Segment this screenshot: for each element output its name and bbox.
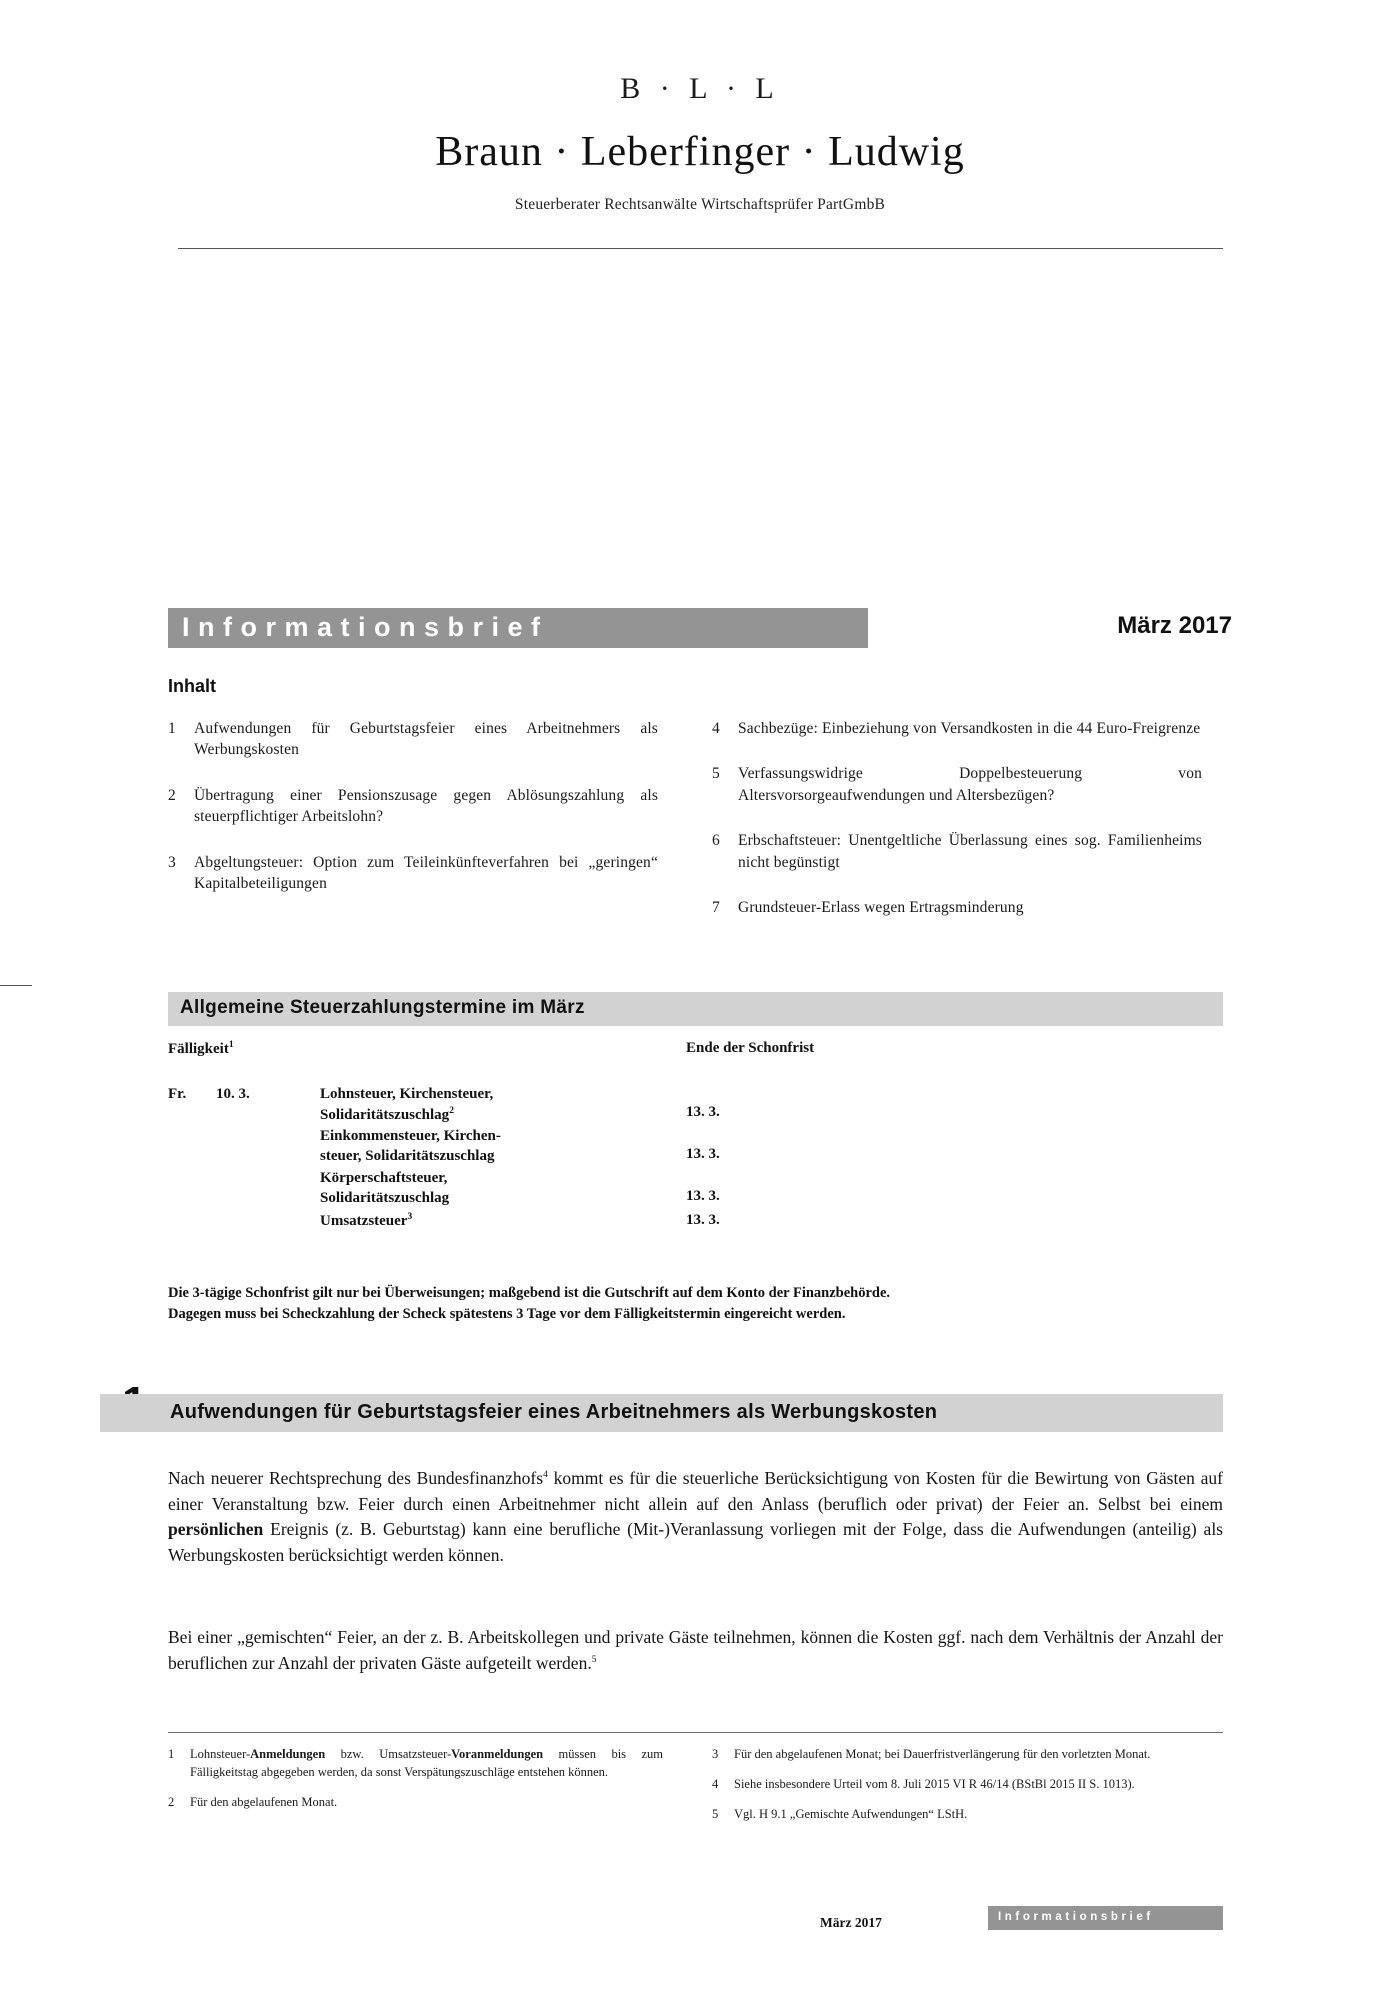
paragraph1-part-b: kommt es für die steuerliche Berücksichtigung von Kosten für die Bewirtung von Gästen auf einer Veranstaltung bzw. Feier durch einen Arbeitnehmer nicht allein auf den Anlass (beruflich oder privat) der Feier an. Selbst bei einem bbox=[168, 1468, 1224, 1514]
toc-item-label: Grundsteuer-Erlass wegen Ertragsminderung bbox=[738, 898, 1024, 916]
tax-type-line1: Einkommensteuer, Kirchen- bbox=[320, 1128, 501, 1144]
toc-item[interactable] bbox=[712, 718, 1202, 739]
table-header-faelligkeit bbox=[168, 1040, 234, 1058]
footnote-number: 3 bbox=[712, 1747, 719, 1761]
tax-type-footnote: 3 bbox=[407, 1212, 413, 1222]
tax-schonfrist-note-line1: Die 3-tägige Schonfrist gilt nur bei Überweisungen; maßgebend ist die Gutschrift auf dem Konto der Finanzbehörde. bbox=[168, 1285, 891, 1301]
article-title-bar bbox=[100, 1394, 1223, 1432]
toc-item[interactable] bbox=[168, 718, 658, 761]
toc-item[interactable] bbox=[168, 852, 658, 895]
toc-item-number: 5 bbox=[712, 765, 720, 783]
tax-type-line1: Lohnsteuer, Kirchensteuer, bbox=[320, 1086, 494, 1102]
toc-item-label: Übertragung einer Pensionszusage gegen Ablösungszahlung als steuerpflichtiger Arbeitslohn? bbox=[194, 786, 658, 826]
toc-item-label: Erbschaftsteuer: Unentgeltliche Überlassung eines sog. Familienheims nicht begünstigt bbox=[738, 832, 1202, 871]
table-header-faelligkeit-footnote: 1 bbox=[228, 1040, 234, 1050]
footnote-text-bold2: Voranmeldungen bbox=[451, 1747, 544, 1761]
footnote-divider bbox=[168, 1732, 1223, 1733]
article-paragraph-2 bbox=[168, 1625, 1223, 1694]
toc-item[interactable] bbox=[712, 830, 1202, 873]
letterhead-subtitle: Steuerberater Rechtsanwälte Wirtschaftsprüfer PartGmbB bbox=[514, 196, 886, 213]
tax-type-label bbox=[320, 1169, 449, 1209]
toc-item-number: 2 bbox=[168, 786, 176, 804]
tax-deadline: 13. 3. bbox=[686, 1146, 720, 1162]
tax-type-label bbox=[320, 1085, 493, 1126]
tax-deadline: 13. 3. bbox=[686, 1212, 720, 1228]
footnote-text-bold1: Anmeldungen bbox=[250, 1747, 326, 1761]
footnote-text: Vgl. H 9.1 „Gemischte Aufwendungen“ LStH. bbox=[734, 1806, 968, 1821]
paragraph2-footnote-ref: 5 bbox=[591, 1654, 597, 1665]
toc-item[interactable] bbox=[168, 785, 658, 828]
toc-item-label: Sachbezüge: Einbeziehung von Versandkosten in die 44 Euro-Freigrenze bbox=[738, 720, 1201, 737]
footnote-column-right bbox=[712, 1746, 1207, 1835]
toc-item-number: 7 bbox=[712, 898, 720, 916]
informationsbrief-title-bar bbox=[168, 608, 868, 648]
footnote-item bbox=[712, 1746, 1207, 1764]
toc-heading: Inhalt bbox=[168, 676, 216, 696]
tax-deadline: 13. 3. bbox=[686, 1188, 720, 1204]
letterhead-divider bbox=[178, 248, 1223, 249]
footnote-number: 1 bbox=[168, 1747, 175, 1761]
section-bar-steuerzahlungstermine bbox=[168, 992, 1223, 1026]
footnote-text: Für den abgelaufenen Monat; bei Dauerfristverlängerung für den vorletzten Monat. bbox=[734, 1747, 1151, 1761]
toc-item-number: 1 bbox=[168, 720, 176, 737]
paragraph1-footnote-ref: 4 bbox=[543, 1470, 548, 1481]
footnote-item bbox=[712, 1806, 1207, 1824]
footer-date: März 2017 bbox=[820, 1915, 882, 1930]
tax-schonfrist-note bbox=[168, 1283, 1228, 1325]
paragraph1-part-a: Nach neuerer Rechtsprechung des Bundesfinanzhofs bbox=[168, 1468, 544, 1488]
toc-item-number: 4 bbox=[712, 720, 720, 737]
footnote-item bbox=[168, 1794, 663, 1812]
toc-item[interactable] bbox=[712, 897, 1202, 918]
tax-deadline: 13. 3. bbox=[686, 1104, 720, 1120]
article-paragraph-1 bbox=[168, 1466, 1223, 1587]
tax-type-line1 bbox=[320, 1211, 412, 1232]
tax-type-label bbox=[320, 1211, 412, 1232]
margin-tick bbox=[0, 985, 32, 986]
tax-type-line2-text: Solidaritätszuschlag bbox=[320, 1106, 450, 1123]
footnote-column-left bbox=[168, 1746, 663, 1823]
tax-dates-table bbox=[168, 1085, 1223, 1253]
footer-brand-label: Informationsbrief bbox=[998, 1911, 1154, 1923]
issue-date: März 2017 bbox=[1117, 612, 1232, 639]
toc-item-label: Verfassungswidrige Doppelbesteuerung von Altersvorsorgeaufwendungen und Altersbezügen? bbox=[738, 765, 1202, 804]
tax-type-line2: steuer, Solidaritätszuschlag bbox=[320, 1147, 495, 1164]
footnote-text-d: müssen bis zum Fälligkeitstag abgegeben werden, da sonst Verspätungszuschläge entstehen können. bbox=[190, 1747, 663, 1779]
footnote-text bbox=[190, 1746, 663, 1782]
toc-column-right bbox=[712, 718, 1202, 942]
paragraph1-emphasis: persönlichen bbox=[168, 1519, 264, 1540]
tax-type-label bbox=[320, 1127, 501, 1167]
table-header-schonfrist: Ende der Schonfrist bbox=[686, 1040, 815, 1056]
toc-item-number: 3 bbox=[168, 853, 176, 871]
tax-type-line2 bbox=[320, 1105, 493, 1126]
footnote-text-c: bzw. Umsatzsteuer- bbox=[325, 1747, 452, 1761]
table-row bbox=[168, 1085, 1223, 1123]
tax-type-line1-text: Umsatzsteuer bbox=[320, 1213, 408, 1229]
paragraph1-part-c: Ereignis (z. B. Geburtstag) kann eine berufliche (Mit-)Veranlassung vorliegen mit der Folge, dass die Aufwendungen (anteilig) als Werbungskosten berücksichtigt werden können. bbox=[168, 1519, 1223, 1566]
informationsbrief-title: Informationsbrief bbox=[182, 612, 549, 642]
tax-schonfrist-note-line2: Dagegen muss bei Scheckzahlung der Scheck spätestens 3 Tage vor dem Fälligkeitstermin eingereicht werden. bbox=[168, 1306, 846, 1323]
footer-brand-bar bbox=[988, 1906, 1223, 1930]
footnote-item bbox=[712, 1776, 1207, 1794]
toc-item-label: Abgeltungsteuer: Option zum Teileinkünfteverfahren bei „geringen“ Kapitalbeteiligungen bbox=[194, 853, 658, 892]
toc-item[interactable] bbox=[712, 763, 1202, 806]
article-title: Aufwendungen für Geburtstagsfeier eines Arbeitnehmers als Werbungskosten bbox=[170, 1401, 938, 1423]
tax-type-line2: Solidaritätszuschlag bbox=[320, 1189, 450, 1206]
tax-type-line1: Körperschaftsteuer, bbox=[320, 1170, 448, 1186]
footnote-text: Für den abgelaufenen Monat. bbox=[190, 1794, 338, 1809]
table-row bbox=[168, 1169, 1223, 1206]
tax-type-footnote: 2 bbox=[449, 1105, 454, 1116]
footnote-text-a: Lohnsteuer- bbox=[190, 1747, 251, 1761]
toc-item-label: Aufwendungen für Geburtstagsfeier eines Arbeitnehmers als Werbungskosten bbox=[194, 720, 658, 759]
tax-weekday: Fr. bbox=[168, 1086, 187, 1102]
tax-due-date: 10. 3. bbox=[216, 1086, 250, 1102]
table-row bbox=[168, 1127, 1223, 1164]
footnote-number: 4 bbox=[712, 1776, 719, 1791]
paragraph2-text: Bei einer „gemischten“ Feier, an der z. B. Arbeitskollegen und private Gäste teilnehmen, können die Kosten ggf. nach dem Verhältnis der Anzahl der beruflichen zur Anzahl der privaten Gäste aufgeteilt werden. bbox=[168, 1627, 1223, 1673]
footnote-number: 2 bbox=[168, 1794, 175, 1809]
toc-column-left bbox=[168, 718, 658, 918]
footnote-item bbox=[168, 1746, 663, 1782]
letterhead-firm-name: Braun · Leberfinger · Ludwig bbox=[435, 129, 965, 175]
table-header-faelligkeit-text: Fälligkeit bbox=[168, 1041, 229, 1057]
table-row bbox=[168, 1211, 1223, 1241]
letterhead-initials: B · L · L bbox=[620, 72, 780, 105]
section-title-steuerzahlungstermine: Allgemeine Steuerzahlungstermine im März bbox=[180, 997, 585, 1018]
footnote-number: 5 bbox=[712, 1806, 719, 1821]
footnote-text: Siehe insbesondere Urteil vom 8. Juli 2015 VI R 46/14 (BStBl 2015 II S. 1013). bbox=[734, 1776, 1135, 1791]
toc-item-number: 6 bbox=[712, 832, 720, 850]
